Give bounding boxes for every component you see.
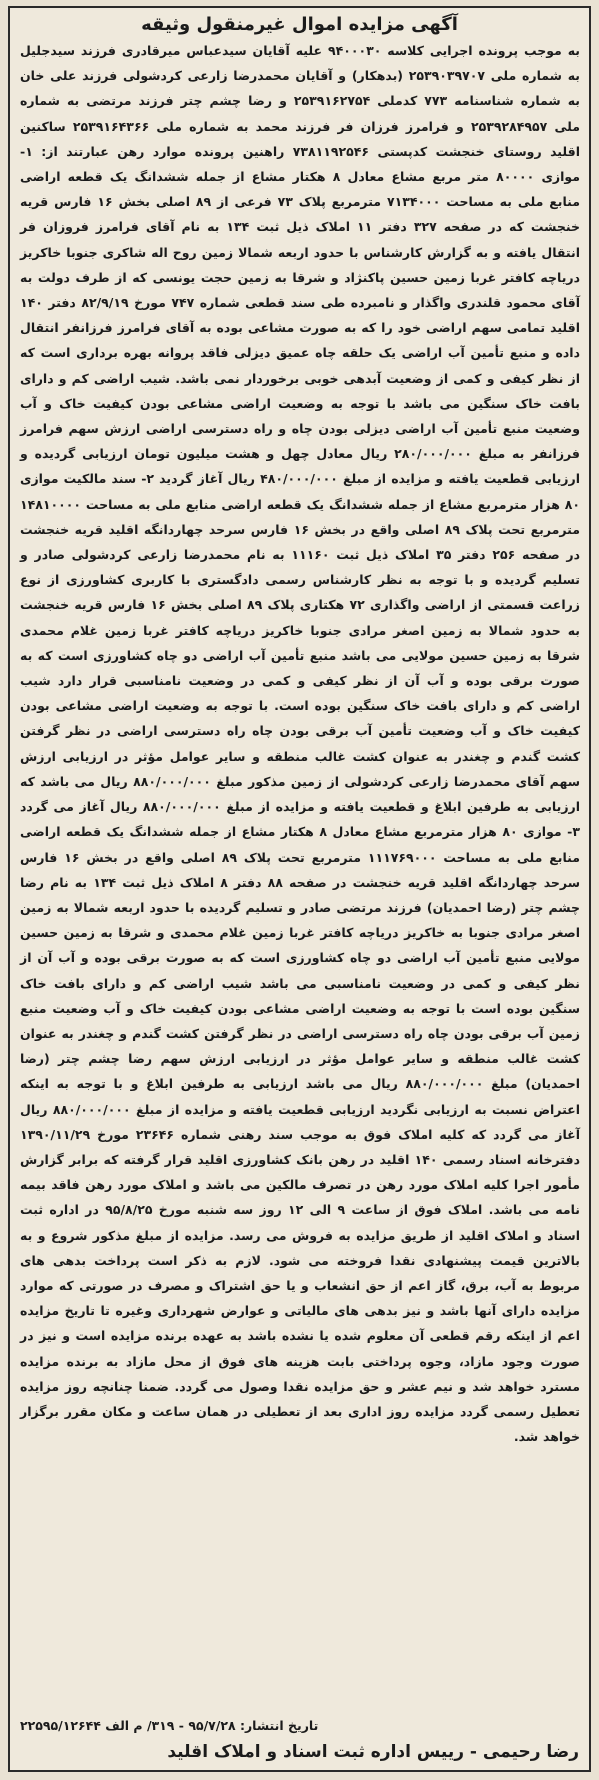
newspaper-clipping (8, 6, 591, 1772)
notice-footer (10, 1714, 589, 1766)
notice-body: به موجب پرونده اجرایی کلاسه ۹۴۰۰۰۳۰ علیه آقایان سیدعباس میرقادری فرزند سیدجلیل به شماره ملی ۲۵۳۹۰۳۹۷۰۷ (بدهکار) و آقایان محمدرضا زارعی کردشولی فرزند علی خان به شماره شناسنامه ۷۷۳ کدملی ۲۵۳۹۱۶۲۷۵۴ و رضا چشم چتر فرزند مرتضی به شماره ملی ۲۵۳۹۲۸۴۹۵۷ و فرامرز فرزان فر فرزند محمد به شماره ملی ۲۵۳۹۱۶۴۳۶۶ ساکنین اقلید روستای خنجشت کدپستی ۷۳۸۱۱۹۲۵۴۶ راهنین پرونده موارد رهن عبارتند از: ۱- موازی ۸۰۰۰۰ متر مربع مشاع معادل ۸ هکتار مشاع از جمله ششدانگ یک قطعه اراضی منابع ملی به مساحت ۷۱۳۴۰۰۰ مترمربع پلاک ۷۳ فرعی از ۸۹ اصلی بخش ۱۶ فارس قریه خنجشت که در صفحه ۳۲۷ دفتر ۱۱ املاک ذیل ثبت ۱۳۴ به نام آقای فرامرز فروزان فر انتقال یافته و به گزارش کارشناس با حدود اربعه شمالا زمین روح اله شاکری جنوبا خاکریز دریاچه کافتر غربا زمین حسین پاکنژاد و شرقا به زمین حجت یونسی که از طرف دولت به آقای محمود قلندری واگذار و نامبرده طی سند قطعی شماره ۷۴۷ مورخ ۸۲/۹/۱۹ دفتر ۱۴۰ اقلید تمامی سهم اراضی خود را که به صورت مشاعی بوده به آقای فرامرز فرزانفر انتقال داده و منبع تأمین آب اراضی یک حلقه چاه عمیق دیزلی فاقد پروانه بهره برداری است که از نظر کیفی و کمی از وضعیت آبدهی خوبی برخوردار نمی باشد. شیب اراضی کم و دارای بافت خاک سنگین می باشد با توجه به وضعیت اراضی مشاعی بودن کیفیت خاک و آب وضعیت منبع تأمین آب اراضی دیزلی بودن چاه و راه دسترسی اراضی ارزش سهم فرامرز فرزانفر به مبلغ ۲۸۰/۰۰۰/۰۰۰ ریال معادل چهل و هشت میلیون تومان ارزیابی گردیده و ارزیابی قطعیت یافته و مزایده از مبلغ ۴۸۰/۰۰۰/۰۰۰ ریال آغاز گردید ۲- سند مالکیت موازی ۸۰ هزار مترمربع مشاع از جمله ششدانگ یک قطعه اراضی منابع ملی به مساحت ۱۴۸۱۰۰۰۰ مترمربع تحت پلاک ۸۹ اصلی واقع در بخش ۱۶ فارس سرحد چهاردانگه اقلید قریه خنجشت در صفحه ۲۵۶ دفتر ۳۵ املاک ذیل ثبت ۱۱۱۶۰ به نام محمدرضا زارعی کردشولی صادر و تسلیم گردیده و با توجه به نظر کارشناس رسمی دادگستری با کاربری کشاورزی از نوع زراعت قسمتی از اراضی واگذاری ۷۲ هکتاری پلاک ۸۹ اصلی بخش ۱۶ فارس قریه خنجشت به حدود شمالا به زمین اصغر مرادی جنوبا خاکریز دریاچه کافتر غربا زمین غلام محمدی شرقا به زمین حسین مولایی می باشد منبع تأمین آب اراضی دو چاه کشاورزی است که به صورت برقی بوده و آب آن از نظر کیفی و کمی در وضعیت نامناسبی قرار دارد شیب اراضی کم و دارای بافت خاک سنگین بوده است. با توجه به وضعیت اراضی مشاعی بودن کیفیت خاک و آب وضعیت تأمین آب برقی بودن چاه راه دسترسی اراضی در نظر گرفتن کشت گندم و چغندر به عنوان کشت غالب منطقه و سایر عوامل مؤثر در ارزیابی ارزش سهم آقای محمدرضا زارعی کردشولی از زمین مذکور مبلغ ۸۸۰/۰۰۰/۰۰۰ ریال می باشد که ارزیابی به طرفین ابلاغ و قطعیت یافته و مزایده از مبلغ ۸۸۰/۰۰۰/۰۰۰ ریال آغاز می گردد ۳- موازی ۸۰ هزار مترمربع مشاع معادل ۸ هکتار مشاع از جمله ششدانگ یک قطعه اراضی منابع ملی به مساحت ۱۱۱۷۶۹۰۰۰ مترمربع تحت پلاک ۸۹ اصلی واقع در بخش ۱۶ فارس سرحد چهاردانگه اقلید قریه خنجشت در صفحه ۸۸ دفتر ۸ املاک ذیل ثبت ۱۳۴ به نام رضا چشم چتر (رضا احمدیان) فرزند مرتضی صادر و تسلیم گردیده با حدود اربعه شمالا به زمین اصغر مرادی جنوبا به خاکریز دریاچه کافتر غربا زمین غلام محمدی و شرقا به زمین حسین مولایی منبع تأمین آب اراضی دو چاه کشاورزی است که به صورت برقی بوده و آب آن از نظر کیفی و کمی در وضعیت نامناسبی می باشد شیب اراضی کم و دارای بافت خاک سنگین بوده است با توجه به وضعیت اراضی مشاعی بودن کیفیت خاک و آب وضعیت منبع زمین آب برقی بودن چاه راه دسترسی اراضی در نظر گرفتن کشت گندم و چغندر به عنوان کشت غالب منطقه و سایر عوامل مؤثر در ارزیابی ارزش سهم رضا چشم چتر (رضا احمدیان) مبلغ ۸۸۰/۰۰۰/۰۰۰ ریال می باشد ارزیابی به طرفین ابلاغ و با توجه به اینکه اعتراض نسبت به ارزیابی نگردید ارزیابی قطعیت یافته و مزایده از مبلغ ۸۸۰/۰۰۰/۰۰۰ ریال آغاز می گردد که کلیه املاک فوق به موجب سند رهنی شماره ۲۳۶۴۶ مورخ ۱۳۹۰/۱۱/۲۹ دفترخانه اسناد رسمی ۱۴۰ اقلید در رهن بانک کشاورزی اقلید قرار گرفته که برابر گزارش مأمور اجرا کلیه املاک مورد رهن در تصرف مالکین می باشد و املاک مورد رهن فاقد بیمه نامه می باشد. املاک فوق از ساعت ۹ الی ۱۲ روز سه شنبه مورخ ۹۵/۸/۲۵ در اداره ثبت اسناد و املاک اقلید از طریق مزایده به فروش می رسد. مزایده از مبلغ مذکور شروع و به بالاترین قیمت پیشنهادی نقدا فروخته می شود. لازم به ذکر است پرداخت بدهی های مربوط به آب، برق، گاز اعم از حق انشعاب و یا حق اشتراک و مصرف در صورتی که موارد مزایده دارای آنها باشد و نیز بدهی های مالیاتی و عوارض شهرداری وغیره تا تاریخ مزایده اعم از اینکه رقم قطعی آن معلوم شده یا نشده باشد به عهده برنده مزایده است و نیز در صورت وجود مازاد، وجوه پرداختی بابت هزینه های فوق از محل مازاد به برنده مزایده مسترد خواهد شد و نیم عشر و حق مزایده نقدا وصول می گردد. ضمنا چنانچه روز مزایده تعطیل رسمی گردد مزایده روز اداری بعد از تعطیلی در همان ساعت و مکان مقرر برگزار خواهد شد. (20, 43, 581, 1445)
signature: رضا رحیمی - رییس اداره ثبت اسناد و املاک اقلید (167, 1742, 579, 1762)
publication-date: تاریخ انتشار: ۹۵/۷/۲۸ - ۳۱۹/ م الف ۲۲۵۹۵/۱۲۶۴۴ (20, 1718, 319, 1733)
notice-title: آگهی مزایده اموال غیرمنقول وثیقه (141, 14, 458, 35)
